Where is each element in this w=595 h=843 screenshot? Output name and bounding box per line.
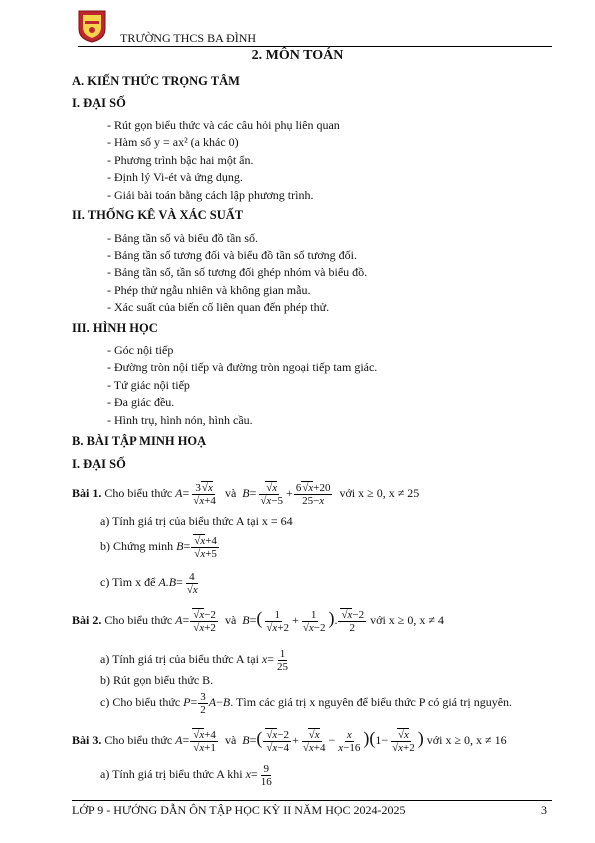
list-item: - Tứ giác nội tiếp bbox=[107, 378, 190, 392]
list-item: - Phương trình bậc hai một ẩn. bbox=[107, 153, 254, 167]
exercise-1b: b) Chứng minh B= $\frac{√x+4}{√x+5}$ bbox=[100, 534, 217, 560]
exercise-label: Bài 1. bbox=[72, 486, 102, 500]
page-title: 2. MÔN TOÁN bbox=[251, 48, 344, 63]
exercise-2a: a) Tính giá trị của biểu thức A tại x= $\frac{1}{25}$ bbox=[100, 647, 289, 673]
list-item: - Xác suất của biến cố liên quan đến phép thử. bbox=[107, 300, 330, 314]
list-item: - Đa giác đều. bbox=[107, 395, 175, 409]
exercise-1: Bài 1. Cho biểu thức A= $\frac{3√x}{√x+4}$ và B= $\frac{√x}{√x-5}$ + $\frac{6√x+20}{25-x}$ với x ≥ 0, x ≠ 25 bbox=[72, 481, 420, 507]
footer-text: LỚP 9 - HƯỚNG DẪN ÔN TẬP HỌC KỲ II NĂM HỌC 2024-2025 bbox=[72, 803, 406, 817]
list-item: - Hình trụ, hình nón, hình cầu. bbox=[107, 413, 253, 427]
list-item: - Bảng tần số và biểu đồ tần số. bbox=[107, 231, 258, 245]
header-divider bbox=[78, 46, 552, 47]
section-b-title: B. BÀI TẬP MINH HOẠ bbox=[72, 434, 207, 448]
list-item: - Đường tròn nội tiếp và đường tròn ngoại tiếp tam giác. bbox=[107, 360, 378, 374]
list-item: - Bảng tần số tương đối và biểu đồ tần số tương đối. bbox=[107, 248, 358, 262]
exercise-3a: a) Tính giá trị biểu thức A khi x= $\frac{9}{16}$ bbox=[100, 762, 272, 788]
section-a-title: A. KIẾN THỨC TRỌNG TÂM bbox=[72, 74, 240, 88]
stats-title: II. THỐNG KÊ VÀ XÁC SUẤT bbox=[72, 208, 244, 222]
list-item: - Hàm số y = ax² (a khác 0) bbox=[107, 135, 239, 149]
algebra-title: I. ĐẠI SỐ bbox=[72, 96, 126, 110]
exercise-2: Bài 2. Cho biểu thức A= $\frac{√x-2}{√x+2}$ và B=( $\frac{1}{√x+2}$ + $\frac{1}{√x-2}$ ). $\frac{√x-2}{2}$ với x ≥ 0, x ≠ 4 bbox=[72, 608, 444, 634]
page-number: 3 bbox=[541, 803, 547, 817]
list-item: - Phép thử ngẫu nhiên và không gian mẫu. bbox=[107, 283, 311, 297]
exercise-1c: c) Tìm x để A.B= $\frac{4}{√x}$ bbox=[100, 570, 198, 596]
footer-divider bbox=[72, 800, 552, 801]
school-name: TRƯỜNG THCS BA ĐÌNH bbox=[120, 31, 257, 45]
algebra-exercise-title: I. ĐẠI SỐ bbox=[72, 457, 126, 471]
exercise-2b: b) Rút gọn biểu thức B. bbox=[100, 673, 214, 687]
exercise-2c: c) Cho biểu thức P= $\frac{3}{2}$ A−B. Tìm các giá trị x nguyên để biểu thức P có giá trị nguyên. bbox=[100, 690, 513, 716]
exercise-1a: a) Tính giá trị của biểu thức A tại x = 64 bbox=[100, 514, 293, 528]
exercise-3: Bài 3. Cho biểu thức A= $\frac{√x+4}{√x+1}$ và B=( $\frac{√x-2}{√x-4}$ + $\frac{√x}{√x+4}$ − $\frac{x}{x-16}$ )(1− $\frac{√x}{√x+2}$ ) với x ≥ 0, x ≠ 16 bbox=[72, 728, 507, 754]
list-item: - Giải bài toán bằng cách lập phương trình. bbox=[107, 188, 314, 202]
list-item: - Góc nội tiếp bbox=[107, 343, 174, 357]
list-item: - Bảng tần số, tần số tương đối ghép nhóm và biểu đồ. bbox=[107, 265, 368, 279]
geometry-title: III. HÌNH HỌC bbox=[72, 321, 158, 335]
list-item: - Rút gọn biểu thức và các câu hỏi phụ liên quan bbox=[107, 118, 340, 132]
school-logo bbox=[77, 9, 107, 43]
list-item: - Định lý Vi-ét và ứng dụng. bbox=[107, 170, 243, 184]
